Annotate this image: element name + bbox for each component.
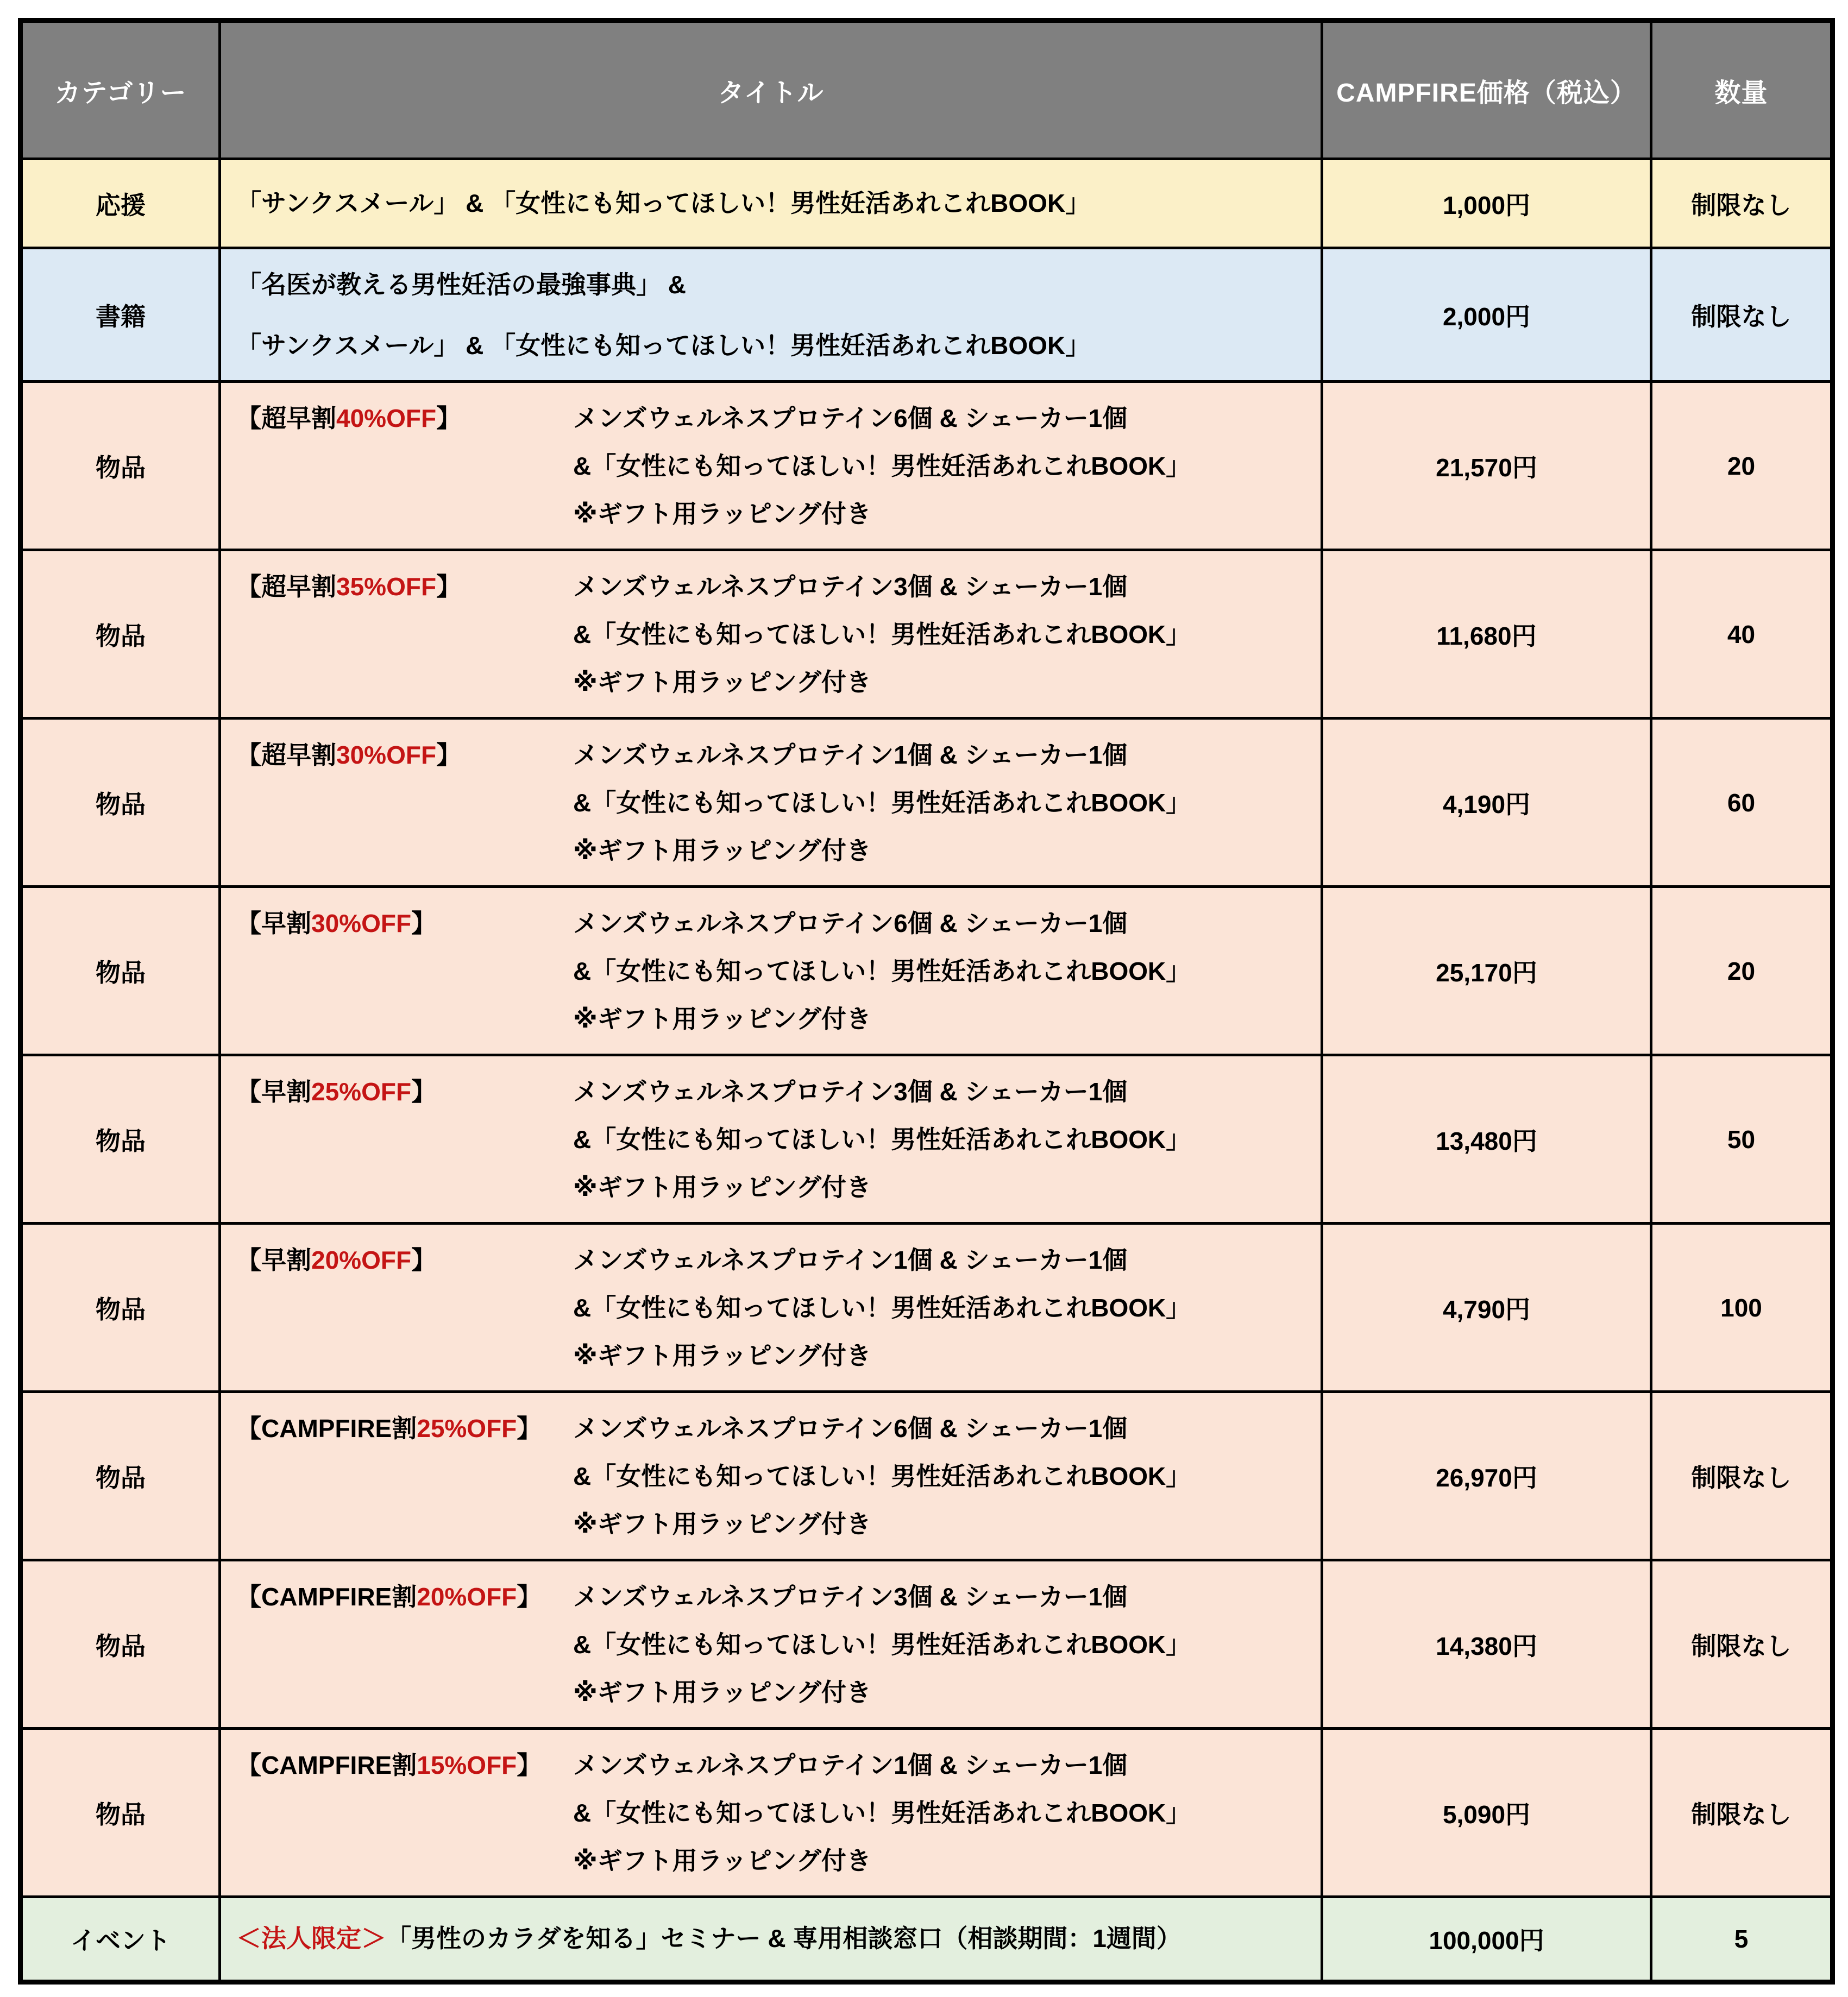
quantity-cell: 制限なし [1651,248,1833,382]
quantity-cell: 60 [1651,719,1833,887]
title-cell [220,550,1322,719]
title-text: &「女性にも知ってほしい！男性妊活あれこれBOOK」 [573,1798,1191,1827]
title-text: ※ギフト用ラッピング付き [573,836,871,865]
title-text: &「女性にも知ってほしい！男性妊活あれこれBOOK」 [573,1293,1191,1322]
category-cell: 物品 [21,1224,220,1392]
discount-label-text: 【超早割 [236,572,336,601]
price-cell: 100,000円 [1322,1897,1651,1982]
title-cell [220,1055,1322,1224]
title-content [236,1741,1310,1885]
discount-label-text: 【CAMPFIRE割 [236,1582,417,1611]
header-row [21,21,1833,159]
discount-label-text: 【超早割 [236,404,336,432]
title-text: &「女性にも知ってほしい！男性妊活あれこれBOOK」 [573,1125,1191,1154]
title-text: &「女性にも知ってほしい！男性妊活あれこれBOOK」 [573,451,1191,480]
title-line [573,1741,1310,1789]
title-line [573,779,1310,827]
title-content [236,563,1310,706]
title-text: ※ギフト用ラッピング付き [573,1173,871,1201]
discount-label [236,563,573,610]
title-line [236,315,1310,376]
title-text: &「女性にも知ってほしい！男性妊活あれこれBOOK」 [573,956,1191,985]
title-content [236,394,1310,538]
table-row [21,550,1833,719]
title-cell [220,1224,1322,1392]
price-cell: 5,090円 [1322,1729,1651,1897]
title-cell [220,159,1322,248]
quantity-cell: 20 [1651,887,1833,1055]
discount-percent-text: 25%OFF [311,1077,412,1106]
title-text: 「名医が教える男性妊活の最強事典」 & [236,270,686,299]
title-text: ※ギフト用ラッピング付き [573,1509,871,1538]
header-title: タイトル [220,21,1322,159]
title-line [573,947,1310,995]
title-text: メンズウェルネスプロテイン6個 & シェーカー1個 [573,1414,1128,1442]
title-text: 「サンクスメール」 & 「女性にも知ってほしい！男性妊活あれこれBOOK」 [236,188,1091,217]
price-cell: 1,000円 [1322,159,1651,248]
title-cell [220,887,1322,1055]
title-text: &「女性にも知ってほしい！男性妊活あれこれBOOK」 [573,1461,1191,1490]
title-text: &「女性にも知ってほしい！男性妊活あれこれBOOK」 [573,788,1191,817]
title-cell [220,719,1322,887]
title-line [573,1404,1310,1452]
title-line [573,1668,1310,1716]
discount-label-text: 】 [517,1582,542,1611]
title-text: ※ギフト用ラッピング付き [573,1004,871,1033]
discount-label-text: 】 [411,1245,437,1274]
title-line [573,394,1310,442]
price-cell: 13,480円 [1322,1055,1651,1224]
discount-label [236,731,573,779]
title-content [236,1404,1310,1548]
title-content [236,1573,1310,1716]
discount-label [236,394,573,442]
table-row [21,1729,1833,1897]
title-text: メンズウェルネスプロテイン1個 & シェーカー1個 [573,1750,1128,1779]
discount-label [236,1068,573,1116]
discount-label-text: 】 [411,1077,437,1106]
title-line [573,610,1310,658]
title-content [236,1068,1310,1211]
title-text: メンズウェルネスプロテイン3個 & シェーカー1個 [573,1582,1128,1611]
discount-label-text: 】 [517,1750,542,1779]
title-line [573,1284,1310,1332]
quantity-cell: 100 [1651,1224,1833,1392]
discount-label [236,1236,573,1284]
discount-label-text: 【早割 [236,1077,311,1106]
header-price: CAMPFIRE価格（税込） [1322,21,1651,159]
table-row [21,248,1833,382]
table-row [21,1224,1833,1392]
title-text: メンズウェルネスプロテイン1個 & シェーカー1個 [573,1245,1128,1274]
title-line [236,1923,1310,1955]
discount-percent-text: 30%OFF [336,740,437,769]
discount-label [236,1404,573,1452]
title-line [236,188,1310,219]
discount-percent-text: 20%OFF [417,1582,517,1611]
discount-percent-text: 20%OFF [311,1245,412,1274]
price-cell: 26,970円 [1322,1392,1651,1560]
discount-label [236,899,573,947]
title-text: 「男性のカラダを知る」セミナー & 専用相談窓口（相談期間：1週間） [386,1924,1181,1953]
title-cell [220,1392,1322,1560]
quantity-cell: 制限なし [1651,1729,1833,1897]
category-cell: 物品 [21,1055,220,1224]
table-row [21,1560,1833,1729]
price-cell: 4,790円 [1322,1224,1651,1392]
title-text: メンズウェルネスプロテイン3個 & シェーカー1個 [573,1077,1128,1106]
category-cell: 物品 [21,887,220,1055]
title-cell [220,248,1322,382]
discount-label-text: 】 [517,1414,542,1442]
title-content [236,1923,1310,1955]
discount-percent-text: 40%OFF [336,404,437,432]
discount-percent-text: 35%OFF [336,572,437,601]
title-line [573,442,1310,490]
title-line [573,658,1310,706]
quantity-cell: 制限なし [1651,159,1833,248]
category-cell: 物品 [21,550,220,719]
discount-label-text: 】 [436,404,462,432]
price-cell: 2,000円 [1322,248,1651,382]
title-text: ※ギフト用ラッピング付き [573,1846,871,1875]
title-line [573,1236,1310,1284]
restriction-tag-text: ＜法人限定＞ [236,1924,386,1953]
price-cell: 25,170円 [1322,887,1651,1055]
quantity-cell: 40 [1651,550,1833,719]
header-category: カテゴリー [21,21,220,159]
title-line [573,1332,1310,1379]
title-line [573,1116,1310,1163]
title-line [573,1837,1310,1885]
quantity-cell: 制限なし [1651,1560,1833,1729]
title-line [573,899,1310,947]
title-text: &「女性にも知ってほしい！男性妊活あれこれBOOK」 [573,620,1191,648]
header-quantity: 数量 [1651,21,1833,159]
title-line [236,254,1310,315]
title-cell [220,1729,1322,1897]
table-row [21,719,1833,887]
title-line [573,1163,1310,1211]
table-row [21,1897,1833,1982]
category-cell: 書籍 [21,248,220,382]
discount-label-text: 】 [436,572,462,601]
title-line [573,731,1310,779]
title-line [573,490,1310,538]
title-cell [220,382,1322,550]
category-cell: イベント [21,1897,220,1982]
discount-label-text: 【早割 [236,909,311,937]
category-cell: 物品 [21,1560,220,1729]
price-cell: 21,570円 [1322,382,1651,550]
title-cell [220,1897,1322,1982]
price-cell: 14,380円 [1322,1560,1651,1729]
title-content [236,731,1310,874]
title-content [236,899,1310,1043]
title-line [573,827,1310,874]
table-row [21,382,1833,550]
category-cell: 応援 [21,159,220,248]
title-line [573,1068,1310,1116]
discount-label-text: 【CAMPFIRE割 [236,1414,417,1442]
discount-label-text: 】 [436,740,462,769]
discount-label [236,1741,573,1789]
discount-label-text: 【超早割 [236,740,336,769]
price-cell: 4,190円 [1322,719,1651,887]
price-cell: 11,680円 [1322,550,1651,719]
quantity-cell: 20 [1651,382,1833,550]
title-cell [220,1560,1322,1729]
title-content [236,1236,1310,1379]
discount-label-text: 【早割 [236,1245,311,1274]
discount-percent-text: 15%OFF [417,1750,517,1779]
title-line [573,563,1310,610]
quantity-cell: 制限なし [1651,1392,1833,1560]
title-text: メンズウェルネスプロテイン1個 & シェーカー1個 [573,740,1128,769]
category-cell: 物品 [21,719,220,887]
title-text: メンズウェルネスプロテイン3個 & シェーカー1個 [573,572,1128,601]
discount-label [236,1573,573,1621]
title-line [573,1573,1310,1621]
title-text: ※ギフト用ラッピング付き [573,499,871,528]
title-line [573,1500,1310,1548]
category-cell: 物品 [21,382,220,550]
table-row [21,887,1833,1055]
category-cell: 物品 [21,1729,220,1897]
title-text: 「サンクスメール」 & 「女性にも知ってほしい！男性妊活あれこれBOOK」 [236,331,1091,360]
title-text: ※ギフト用ラッピング付き [573,1678,871,1706]
quantity-cell: 5 [1651,1897,1833,1982]
title-line [573,1789,1310,1837]
title-line [573,1452,1310,1500]
title-content [236,188,1310,219]
table-body [21,159,1833,1982]
title-text: メンズウェルネスプロテイン6個 & シェーカー1個 [573,909,1128,937]
title-text: ※ギフト用ラッピング付き [573,1341,871,1370]
quantity-cell: 50 [1651,1055,1833,1224]
discount-label-text: 】 [411,909,437,937]
discount-percent-text: 30%OFF [311,909,412,937]
title-line [573,995,1310,1043]
title-content [236,254,1310,376]
category-cell: 物品 [21,1392,220,1560]
title-text: &「女性にも知ってほしい！男性妊活あれこれBOOK」 [573,1630,1191,1659]
title-text: メンズウェルネスプロテイン6個 & シェーカー1個 [573,404,1128,432]
title-line [573,1621,1310,1668]
table-row [21,159,1833,248]
title-text: ※ギフト用ラッピング付き [573,667,871,696]
rewards-table [18,18,1835,1985]
table-row [21,1392,1833,1560]
table-row [21,1055,1833,1224]
discount-label-text: 【CAMPFIRE割 [236,1750,417,1779]
discount-percent-text: 25%OFF [417,1414,517,1442]
